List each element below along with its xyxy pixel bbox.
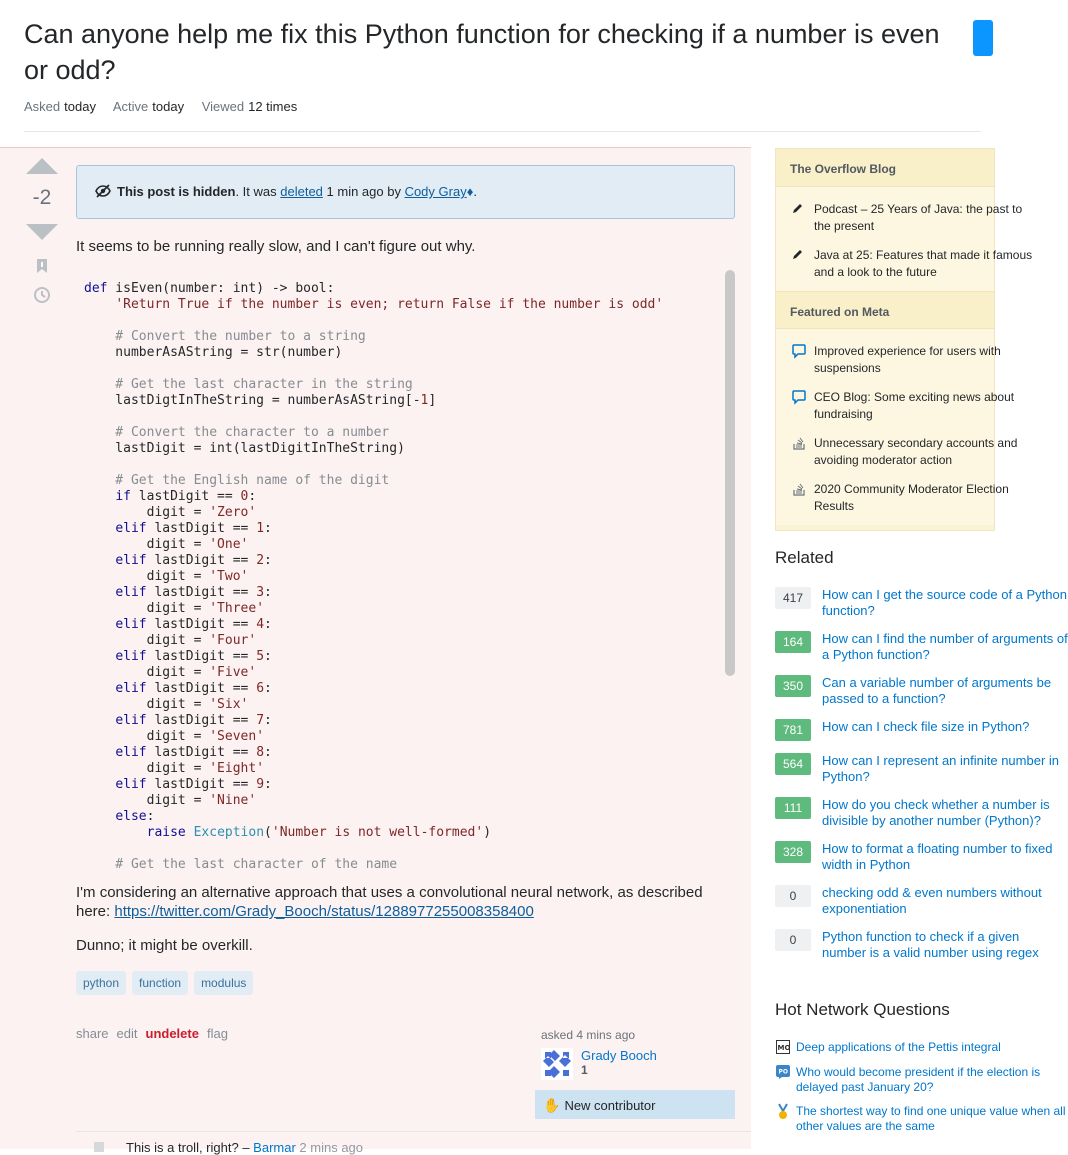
related-score-badge[interactable]: 0 bbox=[775, 885, 811, 907]
downvote-icon[interactable] bbox=[26, 224, 58, 240]
related-score-badge[interactable]: 350 bbox=[775, 675, 811, 697]
hot-network-title: Hot Network Questions bbox=[775, 1000, 950, 1019]
related-score-badge[interactable]: 164 bbox=[775, 631, 811, 653]
code-text: def isEven(number: int) -> bool: 'Return True if the number is even; return False if the number is odd' # Convert the number to a string numberAsAString = str(number) # Get the last character in the string lastDigtInTheString = numberAsAString[-1] # Convert the character to a number lastDigit = int(lastDigitInTheString) # Get the English name of the digit if lastDigit == 0: digit = 'Zero' elif lastDigit == 1: digit = 'One' elif lastDigit == 2: digit = 'Two' elif lastDigit == 3: digit = 'Three' elif lastDigit == 4: digit = 'Four' elif lastDigit == 5: digit = 'Five' elif lastDigit == 6: digit = 'Six' elif lastDigit == 7: digit = 'Seven' elif lastDigit == 8: digit = 'Eight' elif lastDigit == 9: digit = 'Nine' else: raise Exception('Number is not well-formed') # Get the last character of the name bbox=[84, 281, 664, 872]
meta-list bbox=[776, 329, 1018, 525]
viewed-label: Viewed bbox=[201, 99, 245, 114]
blog-item[interactable] bbox=[776, 383, 1015, 429]
politics-icon bbox=[775, 1065, 791, 1081]
hidden-post-notice bbox=[76, 165, 735, 219]
related-item bbox=[775, 929, 1039, 961]
blog-item[interactable] bbox=[776, 429, 1018, 475]
deleted-link[interactable]: deleted bbox=[280, 184, 323, 199]
related-link[interactable]: Can a variable number of arguments be passed to a function? bbox=[822, 675, 1052, 706]
upvote-icon[interactable] bbox=[26, 158, 58, 174]
viewed-value: 12 times bbox=[248, 99, 298, 114]
hot-question-link[interactable]: Deep applications of the Pettis integral bbox=[796, 1040, 1001, 1054]
comment bbox=[76, 1131, 751, 1155]
related-link[interactable]: How do you check whether a number is divisible by another number (Python)? bbox=[822, 797, 1050, 828]
asked-time: asked 4 mins ago bbox=[541, 1028, 636, 1042]
question-meta bbox=[24, 99, 311, 114]
paragraph-2-text: I'm considering an alternative approach that uses a convolutional neural network, as described here: bbox=[76, 884, 703, 920]
svg-text:PO: PO bbox=[778, 1068, 788, 1076]
reputation: 1 bbox=[581, 1063, 588, 1077]
twitter-link[interactable]: https://twitter.com/Grady_Booch/status/1288977255008358400 bbox=[114, 903, 534, 920]
svg-text:MO: MO bbox=[777, 1044, 791, 1052]
tag-modulus[interactable]: modulus bbox=[194, 971, 253, 995]
related-item bbox=[775, 675, 1052, 707]
post-paragraph-2 bbox=[76, 883, 736, 921]
related-link[interactable]: How can I get the source code of a Python function? bbox=[822, 587, 1067, 618]
blog-item-label[interactable]: Improved experience for users with suspensions bbox=[814, 344, 1001, 375]
post-actions bbox=[76, 1026, 228, 1041]
blog-item[interactable] bbox=[776, 475, 1009, 521]
related-item bbox=[775, 719, 1030, 741]
hot-question-item bbox=[775, 1040, 1001, 1056]
hidden-text2: 1 min ago by bbox=[322, 184, 405, 199]
tag-python[interactable]: python bbox=[76, 971, 126, 995]
related-item bbox=[775, 885, 1042, 917]
eye-slash-icon bbox=[95, 184, 111, 198]
hidden-bold: This post is hidden bbox=[117, 184, 236, 199]
history-icon[interactable] bbox=[33, 286, 51, 304]
comment-user-link[interactable]: Barmar bbox=[253, 1140, 296, 1155]
pencil-icon bbox=[792, 247, 806, 281]
post-intro: It seems to be running really slow, and I can't figure out why. bbox=[76, 238, 476, 255]
related-score-badge[interactable]: 781 bbox=[775, 719, 811, 741]
stack-icon bbox=[792, 435, 806, 469]
related-title: Related bbox=[775, 548, 834, 567]
pencil-icon bbox=[792, 201, 806, 235]
hot-question-link[interactable]: The shortest way to find one unique value when all other values are the same bbox=[796, 1104, 1066, 1133]
asked-label: Asked bbox=[24, 99, 61, 114]
blog-item[interactable] bbox=[776, 337, 1001, 383]
active-value[interactable]: today bbox=[152, 99, 185, 114]
edit-link[interactable]: edit bbox=[116, 1026, 138, 1041]
new-contributor-badge[interactable] bbox=[535, 1090, 735, 1119]
related-link[interactable]: How can I check file size in Python? bbox=[822, 719, 1030, 734]
hot-network-list bbox=[775, 1040, 1066, 1143]
related-score-badge[interactable]: 328 bbox=[775, 841, 811, 863]
related-item bbox=[775, 797, 1050, 829]
moderator-diamond: ♦ bbox=[466, 184, 474, 199]
user-card bbox=[535, 1028, 735, 1080]
mathoverflow-icon bbox=[775, 1040, 791, 1056]
speech-bubble-icon bbox=[792, 343, 806, 377]
comment-text: This is a troll, right? – bbox=[126, 1140, 250, 1155]
wave-icon: ✋ bbox=[543, 1097, 561, 1113]
undelete-link[interactable]: undelete bbox=[145, 1026, 199, 1041]
related-score-badge[interactable]: 0 bbox=[775, 929, 811, 951]
hidden-text1: . It was bbox=[235, 184, 281, 199]
blog-title: The Overflow Blog bbox=[776, 149, 994, 187]
new-contributor-label: New contributor bbox=[564, 1098, 656, 1113]
related-link[interactable]: checking odd & even numbers without exponentiation bbox=[822, 885, 1042, 916]
blog-item[interactable] bbox=[776, 195, 1023, 241]
related-item bbox=[775, 841, 1053, 873]
bookmark-icon[interactable] bbox=[36, 258, 48, 274]
tag-function[interactable]: function bbox=[132, 971, 188, 995]
comment-time: 2 mins ago bbox=[299, 1140, 364, 1155]
vote-count: -2 bbox=[32, 186, 52, 209]
related-link[interactable]: How to format a floating number to fixed width in Python bbox=[822, 841, 1053, 872]
blog-item-label[interactable]: 2020 Community Moderator Election Results bbox=[814, 482, 1009, 513]
stack-icon bbox=[792, 481, 806, 515]
related-link[interactable]: How can I represent an infinite number in Python? bbox=[822, 753, 1060, 784]
question-title[interactable]: Can anyone help me fix this Python function for checking if a number is even or odd? bbox=[24, 19, 940, 85]
flag-link[interactable]: flag bbox=[206, 1026, 228, 1041]
hidden-end: . bbox=[473, 184, 477, 199]
related-list bbox=[775, 587, 1068, 973]
vote-cell bbox=[24, 158, 60, 304]
meta-title: Featured on Meta bbox=[776, 291, 994, 329]
blog-item[interactable] bbox=[776, 241, 1033, 287]
code-block[interactable] bbox=[76, 269, 736, 872]
related-link[interactable]: How can I find the number of arguments of a Python function? bbox=[822, 631, 1068, 662]
blog-item-label[interactable]: CEO Blog: Some exciting news about fundraising bbox=[814, 390, 1015, 421]
share-link[interactable]: share bbox=[76, 1026, 109, 1041]
user-name-link[interactable]: Grady Booch bbox=[581, 1048, 657, 1063]
comment-flag-icon[interactable] bbox=[94, 1142, 104, 1152]
asked-value: today bbox=[64, 99, 96, 114]
code-scrollbar[interactable] bbox=[725, 270, 735, 676]
blog-item-label[interactable]: Java at 25: Features that made it famous and a look to the future bbox=[814, 248, 1033, 279]
code-golf-medal-icon bbox=[775, 1104, 791, 1120]
speech-bubble-icon bbox=[792, 389, 806, 423]
tag-list bbox=[76, 971, 253, 995]
related-score-badge[interactable]: 417 bbox=[775, 587, 811, 609]
blog-list bbox=[776, 187, 1033, 291]
post-paragraph-3: Dunno; it might be overkill. bbox=[76, 937, 253, 954]
deleted-post bbox=[0, 147, 751, 1155]
deleter-user-link[interactable]: Cody Gray bbox=[404, 184, 467, 199]
overflow-blog-widget bbox=[775, 148, 1033, 531]
related-score-badge[interactable]: 564 bbox=[775, 753, 811, 775]
related-score-badge[interactable]: 111 bbox=[775, 797, 811, 819]
hot-question-item bbox=[775, 1104, 1066, 1134]
related-item bbox=[775, 753, 1060, 785]
blog-item-label[interactable]: Podcast – 25 Years of Java: the past to the present bbox=[814, 202, 1023, 233]
related-item bbox=[775, 587, 1067, 619]
blog-item-label[interactable]: Unnecessary secondary accounts and avoiding moderator action bbox=[814, 436, 1018, 467]
related-link[interactable]: Python function to check if a given number is a valid number using regex bbox=[822, 929, 1039, 960]
hot-question-link[interactable]: Who would become president if the election is delayed past January 20? bbox=[796, 1065, 1041, 1094]
divider bbox=[24, 131, 981, 132]
related-item bbox=[775, 631, 1068, 663]
ask-question-button[interactable] bbox=[973, 20, 993, 56]
hot-question-item bbox=[775, 1065, 1041, 1095]
avatar[interactable] bbox=[541, 1048, 573, 1080]
active-label: Active bbox=[112, 99, 149, 114]
